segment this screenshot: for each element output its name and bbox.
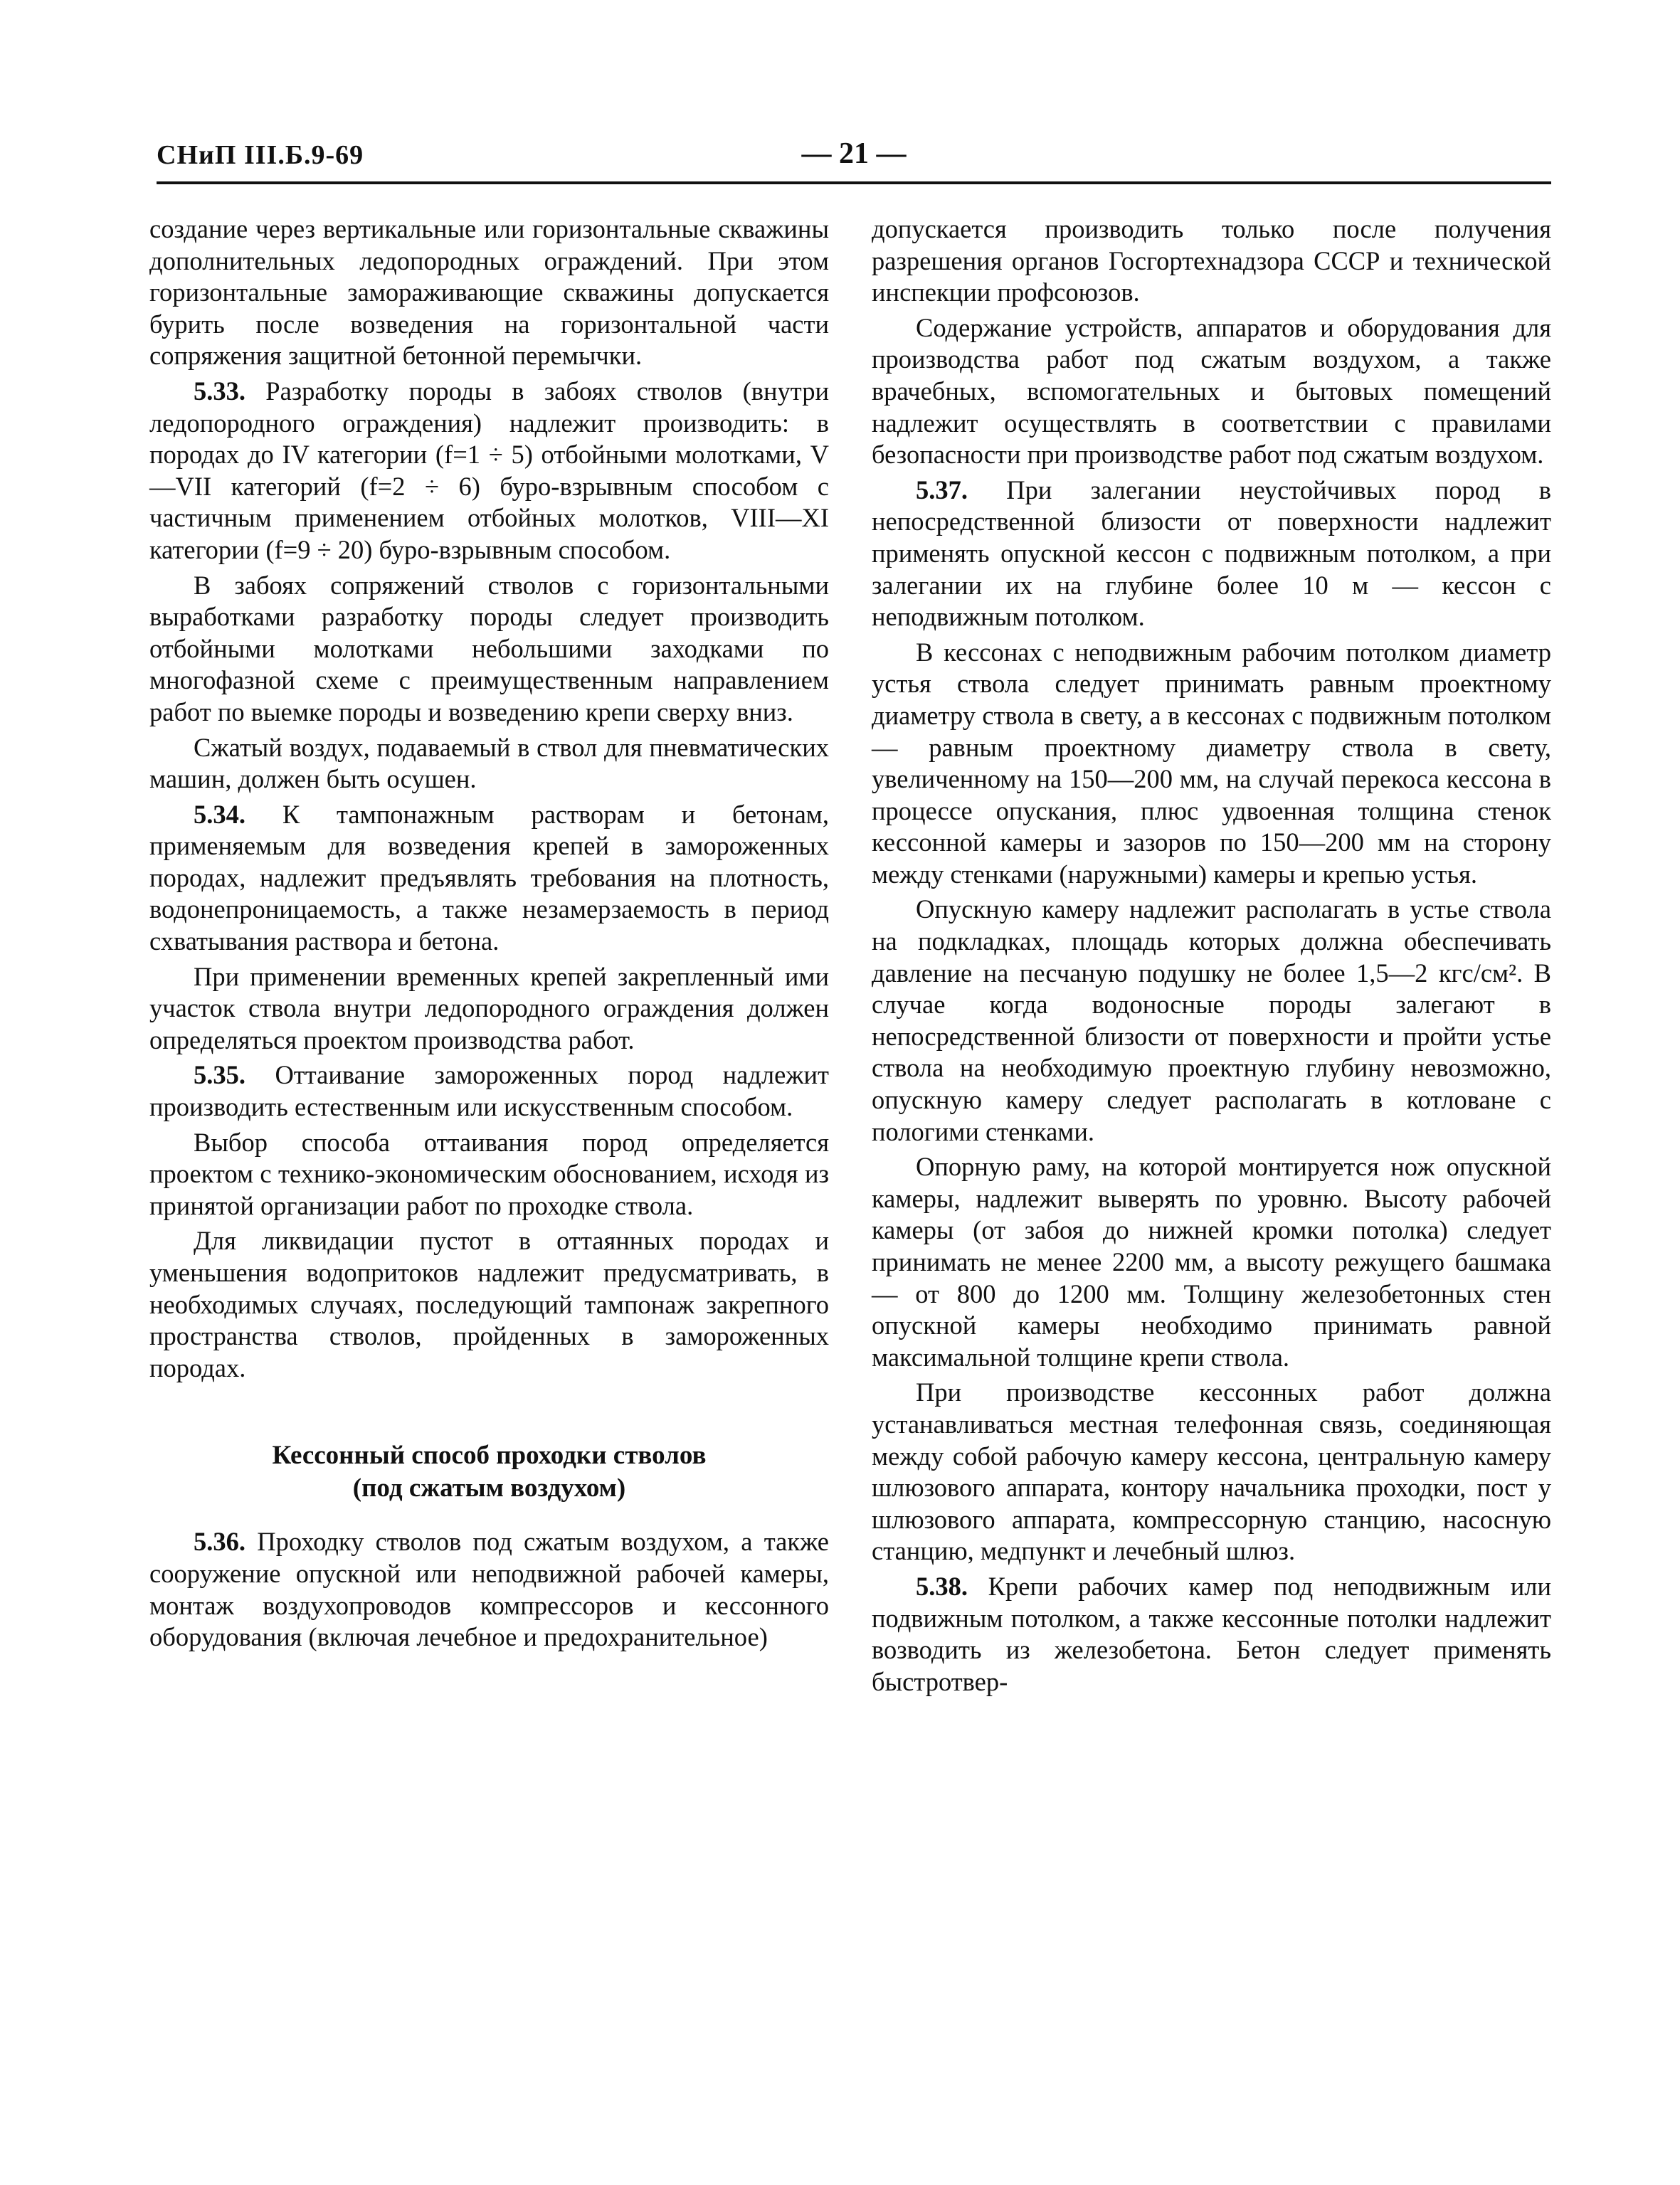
paragraph: В кессонах с неподвижным рабочим потолком диаметр устья ствола следует принимать равным проектному диаметру ствола в свету, а в кессонах с подвижным потолком — равным проектному диаметру ствола в свету, увеличенному на 150—200 мм, на случай перекоса кессона в процессе опускания, плюс удвоенная толщина стенок кессонной камеры и зазоров по 150—200 мм на сторону между стенками (наружными) камеры и крепью устья. (872, 637, 1551, 889)
page-number: — 21 — (801, 137, 907, 170)
paragraph: Выбор способа оттаивания пород определяется проектом с технико-экономическим обоснованием, исходя из принятой организации работ по проходке ствола. (149, 1127, 829, 1220)
paragraph: допускается производить только после получения разрешения органов Госгортехнадзора СССР и технической инспекции профсоюзов. (872, 214, 1551, 307)
clause-text: К тампонажным растворам и бетонам, применяемым для возведения крепей в замороженных породах, надлежит предъявлять требования на плотность, водонепроницаемость, а также незамерзаемость в период схватывания раствора и бетона. (149, 799, 829, 956)
clause-number: 5.37. (916, 475, 968, 504)
clause-number: 5.33. (194, 376, 245, 406)
clause-text: При залегании неустойчивых пород в непосредственной близости от поверхности надлежит применять опускной кессон с подвижным потолком, а при залегании их на глубине более 10 м — кессон с неподвижным потолком. (872, 475, 1552, 632)
section-heading (149, 1439, 829, 1505)
clause-5-37 (872, 475, 1551, 633)
clause-5-33 (149, 376, 829, 566)
paragraph: Для ликвидации пустот в оттаянных породах и уменьшения водопритоков надлежит предусматривать, в необходимых случаях, последующий тампонаж закрепного пространства стволов, пройденных в замороженных породах. (149, 1226, 829, 1382)
paragraph: При производстве кессонных работ должна устанавливаться местная телефонная связь, соединяющая между собой рабочую камеру кессона, центральную камеру шлюзового аппарата, контору начальника проходки, пост у шлюзового аппарата, компрессорную станцию, насосную станцию, медпункт и лечебный шлюз. (872, 1377, 1551, 1566)
clause-text: Проходку стволов под сжатым воздухом, а также сооружение опускной или неподвижной рабочей камеры, монтаж воздухопроводов компрессоров и кессонного оборудования (включая лечебное и предохранительное) (149, 1527, 830, 1652)
paragraph: создание через вертикальные или горизонтальные скважины дополнительных ледопородных ограждений. При этом горизонтальные замораживающие скважины допускается бурить после возведения на горизонтальной части сопряжения защитной бетонной перемычки. (149, 214, 829, 371)
right-column (872, 213, 1551, 1701)
paragraph: Опускную камеру надлежит располагать в устье ствола на подкладках, площадь которых должна обеспечивать давление на песчаную подушку не более 1,5—2 кгс/см². В случае когда водоносные породы залегают в непосредственной близости от поверхности и пройти устье ствола на необходимую проектную глубину невозможно, опускную камеру следует располагать в котловане с пологими стенками. (872, 894, 1551, 1146)
section-heading-line: Кессонный способ проходки стволов (272, 1441, 707, 1471)
paragraph: В забоях сопряжений стволов с горизонтальными выработками разработку породы следует производить отбойными молотками небольшими заходками по многофазной схеме с преимущественным направлением работ по выемке породы и возведению крепи сверху вниз. (149, 570, 829, 726)
document-code: СНиП III.Б.9-69 (157, 140, 364, 170)
clause-number: 5.34. (194, 799, 245, 829)
left-column (149, 213, 829, 1657)
clause-5-38 (872, 1571, 1551, 1698)
clause-text: Крепи рабочих камер под неподвижным или подвижным потолком, а также кессонные потолки надлежит возводить из железобетона. Бетон следует применять быстротвер- (872, 1571, 1551, 1696)
paragraph: При применении временных крепей закрепленный ими участок ствола внутри ледопородного ограждения должен определяться проектом производства работ. (149, 961, 829, 1054)
clause-text: Разработку породы в забоях стволов (внутри ледопородного ограждения) надлежит производить: в породах до IV категории (f=1 ÷ 5) отбойными молотками, V—VII категорий (f=2 ÷ 6) буро-взрывным способом с частичным применением отбойных молотков, VIII—XI категории (f=9 ÷ 20) буро-взрывным способом. (149, 376, 829, 564)
paragraph: Опорную раму, на которой монтируется нож опускной камеры, надлежит выверять по уровню. Высоту рабочей камеры (от забоя до нижней кромки потолка) следует принимать не менее 2200 мм, а высоту режущего башмака — от 800 до 1200 мм. Толщину железобетонных стен опускной камеры необходимо принимать равной максимальной толщине крепи ствола. (872, 1152, 1551, 1372)
clause-number: 5.36. (194, 1527, 245, 1557)
section-heading-line: (под сжатым воздухом) (352, 1474, 626, 1503)
clause-number: 5.38. (916, 1571, 968, 1601)
clause-5-35 (149, 1059, 829, 1123)
paragraph: Содержание устройств, аппаратов и оборудования для производства работ под сжатым воздухом, а также врачебных, вспомогательных и бытовых помещений надлежит осуществлять в соответствии с правилами безопасности при производстве работ под сжатым воздухом. (872, 312, 1551, 470)
clause-5-36 (149, 1526, 829, 1653)
clause-text: Оттаивание замороженных пород надлежит производить естественным или искусственным способом. (149, 1060, 829, 1122)
clause-number: 5.35. (194, 1060, 245, 1090)
clause-5-34 (149, 799, 829, 958)
paragraph: Сжатый воздух, подаваемый в ствол для пневматических машин, должен быть осушен. (149, 732, 829, 794)
page-header (157, 139, 1551, 182)
header-rule (157, 181, 1551, 184)
